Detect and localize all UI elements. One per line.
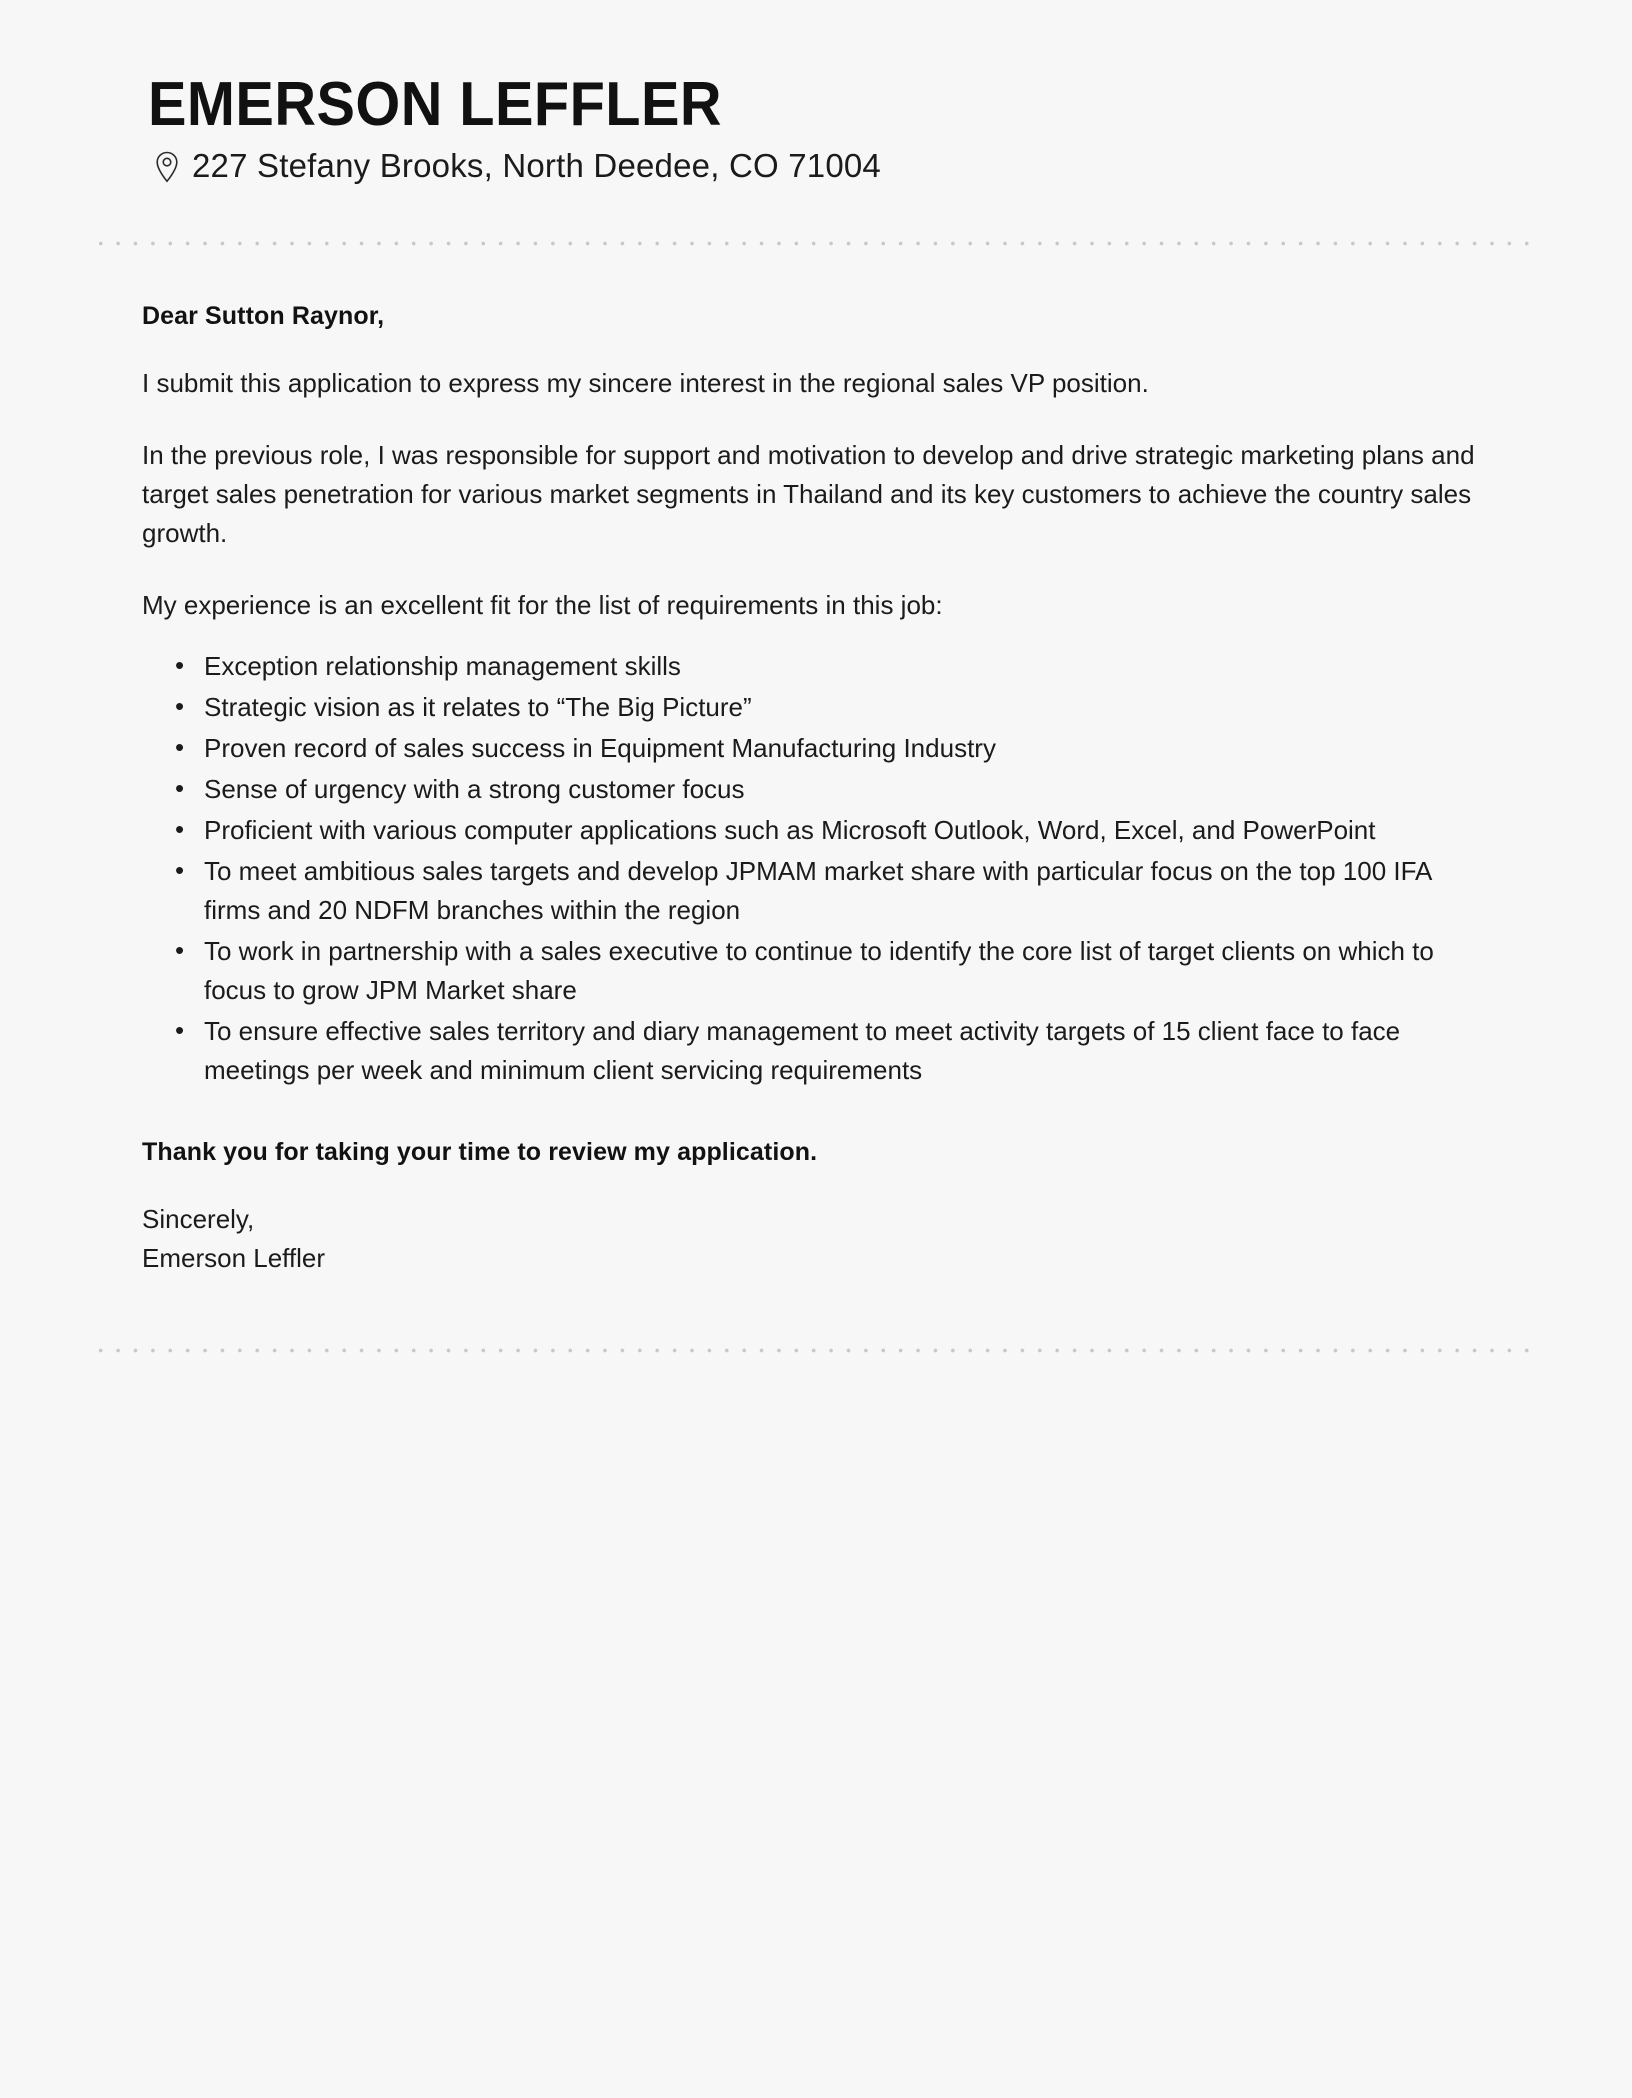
paragraph-experience: In the previous role, I was responsible for support and motivation to develop and drive strategic marketing plans and target sales penetration for various market segments in Thailand and its key customers to achieve the country sales growth. (142, 440, 1475, 549)
list-item: • To work in partnership with a sales executive to continue to identify the core list of target clients on which to focus to grow JPM Market share (204, 932, 1492, 1010)
paragraph-intro: I submit this application to express my sincere interest in the regional sales VP position. (142, 368, 1149, 399)
bottom-spacer (142, 1278, 1492, 1348)
divider-top (92, 241, 1540, 246)
salutation: Dear Sutton Raynor, (142, 302, 385, 331)
thank-you-text: Thank you for taking your time to review my application. (142, 1138, 818, 1167)
contact-line (154, 147, 1522, 185)
signoff (142, 1200, 1492, 1278)
letter-body (0, 302, 1632, 1348)
list-item: • To ensure effective sales territory and diary management to meet activity targets of 15 client face to face meetings per week and minimum client servicing requirements (204, 1012, 1492, 1090)
page-title: EMERSON LEFFLER (148, 70, 722, 139)
address-text: 227 Stefany Brooks, North Deedee, CO 71004 (192, 147, 881, 185)
list-item: • Proficient with various computer applications such as Microsoft Outlook, Word, Excel, and PowerPoint (204, 811, 1492, 850)
signoff-closing: Sincerely, (142, 1204, 255, 1235)
list-item: • To meet ambitious sales targets and develop JPMAM market share with particular focus on the top 100 IFA firms and 20 NDFM branches within the region (204, 852, 1492, 930)
requirements-list (142, 647, 1492, 1090)
list-item: • Proven record of sales success in Equipment Manufacturing Industry (204, 729, 1492, 768)
list-item: • Sense of urgency with a strong customer focus (204, 770, 1492, 809)
paragraph-requirements-lead: My experience is an excellent fit for the list of requirements in this job: (142, 590, 943, 621)
map-pin-icon (154, 151, 180, 183)
signoff-name: Emerson Leffler (142, 1243, 326, 1274)
letter-header (0, 0, 1632, 185)
divider-bottom (92, 1348, 1540, 1353)
list-item: • Exception relationship management skills (204, 647, 1492, 686)
list-item: • Strategic vision as it relates to “The Big Picture” (204, 688, 1492, 727)
